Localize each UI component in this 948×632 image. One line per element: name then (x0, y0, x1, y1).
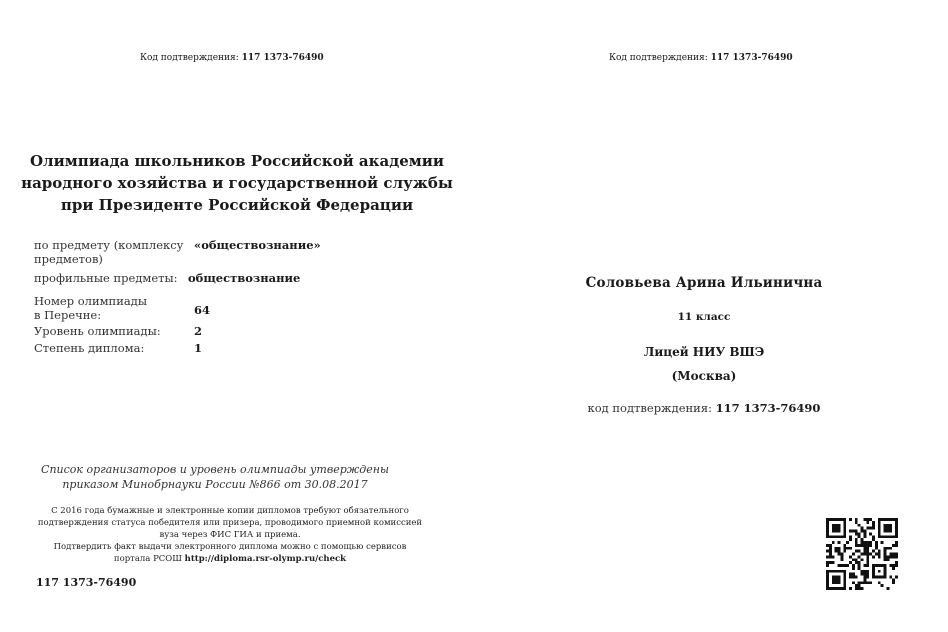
subject-row (34, 238, 321, 266)
level-label: Уровень олимпиады: (34, 324, 161, 338)
subject-label-line2: предметов) (34, 252, 103, 266)
city: (Москва) (671, 369, 737, 383)
code-header-value: 117 1373-76490 (241, 53, 324, 63)
code-header-label: Код подтверждения: (140, 53, 239, 63)
confirmation-code-header (609, 53, 793, 63)
order-note-line: Список организаторов и уровень олимпиады утверждены (41, 463, 389, 476)
fine-print (20, 505, 440, 565)
profile-value: обществознание (188, 271, 301, 285)
degree-row (34, 341, 203, 355)
right-page (474, 0, 948, 632)
level-value: 2 (194, 324, 203, 338)
title-line: народного хозяйства и государственной службы (21, 174, 453, 192)
winner-name: Соловьева Арина Ильинична (585, 275, 823, 291)
order-note (20, 462, 410, 492)
number-value: 64 (194, 303, 211, 317)
profile-label: профильные предметы: (34, 271, 178, 285)
subject-value: «обществознание» (194, 238, 321, 252)
check-url-link[interactable]: http://diploma.rsr-olymp.ru/check (184, 554, 347, 564)
number-label (34, 294, 164, 322)
number-label-line1: Номер олимпиады (34, 294, 147, 308)
grade: 11 класс (677, 311, 731, 323)
code-header-label: Код подтверждения: (609, 53, 708, 63)
portal-label: портала РСОШ (113, 554, 182, 564)
olympiad-number-row (34, 294, 211, 322)
fine-print-line: Подтвердить факт выдачи электронного диплома можно с помощью сервисов (53, 542, 407, 552)
confirm-label: код подтверждения: (587, 401, 712, 415)
code-header-value: 117 1373-76490 (710, 53, 793, 63)
fine-print-line: подтверждения статуса победителя или призера, проводимого приемной комиссией (37, 518, 423, 528)
school-name: Лицей НИУ ВШЭ (643, 345, 765, 359)
subject-label (34, 238, 194, 266)
qr-code-icon (826, 518, 898, 590)
order-note-line: приказом Минобрнауки России №866 от 30.08.2017 (62, 478, 368, 491)
olympiad-title (20, 150, 454, 216)
confirm-value: 117 1373-76490 (715, 401, 821, 415)
number-label-line2: в Перечне: (34, 308, 102, 322)
confirmation-code-header (140, 53, 324, 63)
fine-print-line: С 2016 года бумажные и электронные копии дипломов требуют обязательного (51, 506, 409, 516)
subject-label-line1: по предмету (комплексу (34, 238, 184, 252)
fine-print-line: вуза через ФИС ГИА и приема. (159, 530, 301, 540)
level-row (34, 324, 203, 338)
title-line: при Президенте Российской Федерации (60, 196, 414, 214)
title-line: Олимпиада школьников Российской академии (29, 152, 445, 170)
fine-print-line (20, 553, 440, 565)
confirmation-code-line (494, 401, 914, 415)
degree-value: 1 (194, 341, 203, 355)
bottom-confirmation-code: 117 1373-76490 (36, 576, 137, 589)
degree-label: Степень диплома: (34, 341, 145, 355)
profile-row (34, 271, 301, 285)
